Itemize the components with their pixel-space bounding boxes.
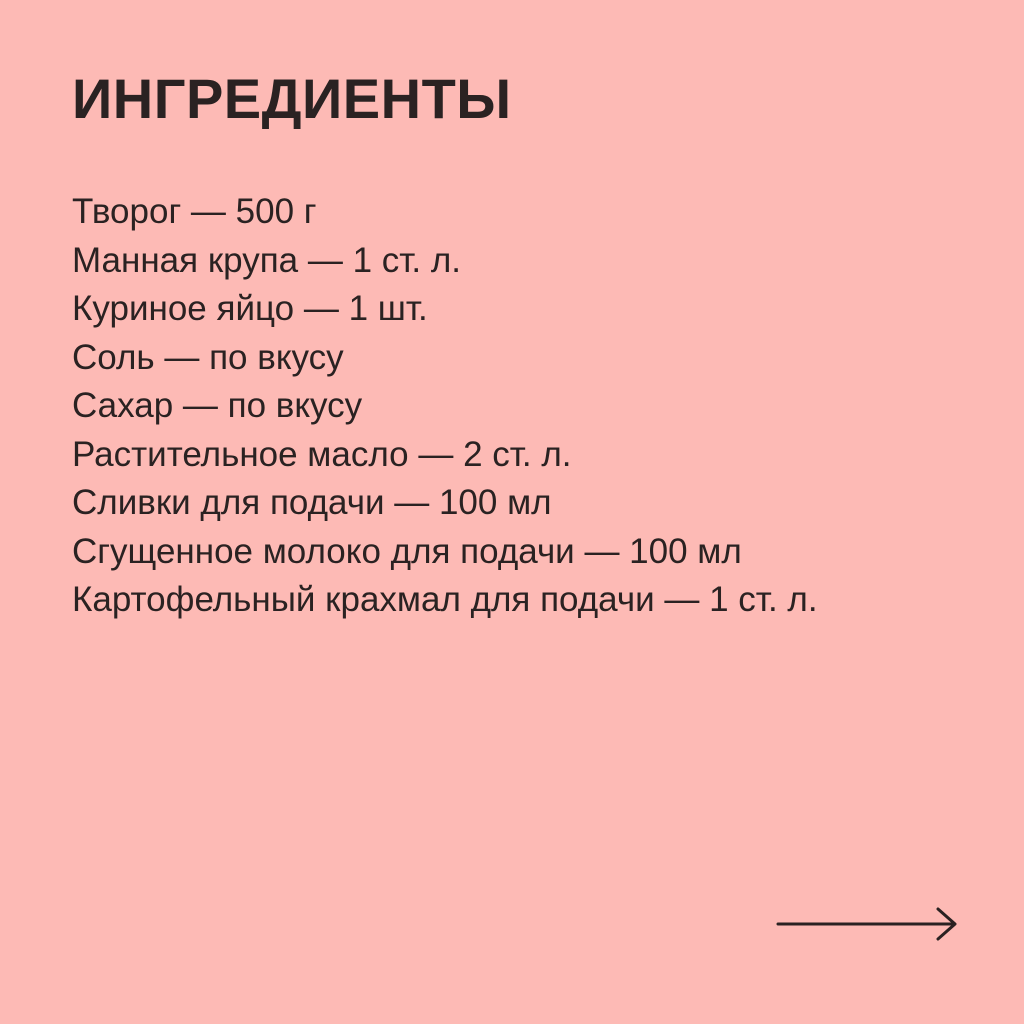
arrow-right-icon[interactable] [776, 906, 960, 942]
ingredient-item: Манная крупа — 1 ст. л. [72, 240, 461, 280]
ingredient-item: Соль — по вкусу [72, 337, 344, 377]
ingredient-item: Сливки для подачи — 100 мл [72, 483, 552, 522]
ingredient-item: Картофельный крахмал для подачи — 1 ст. л. [72, 580, 818, 619]
ingredient-item: Творог — 500 г [72, 192, 317, 231]
ingredients-list [72, 188, 818, 625]
arrow-right-icon-graphic [776, 906, 960, 942]
ingredient-item: Сгущенное молоко для подачи — 100 мл [72, 531, 742, 571]
page-title: ИНГРЕДИЕНТЫ [72, 67, 512, 130]
ingredient-item: Куриное яйцо — 1 шт. [72, 289, 428, 328]
ingredient-item: Растительное масло — 2 ст. л. [72, 434, 572, 474]
ingredient-item: Сахар — по вкусу [72, 386, 363, 425]
